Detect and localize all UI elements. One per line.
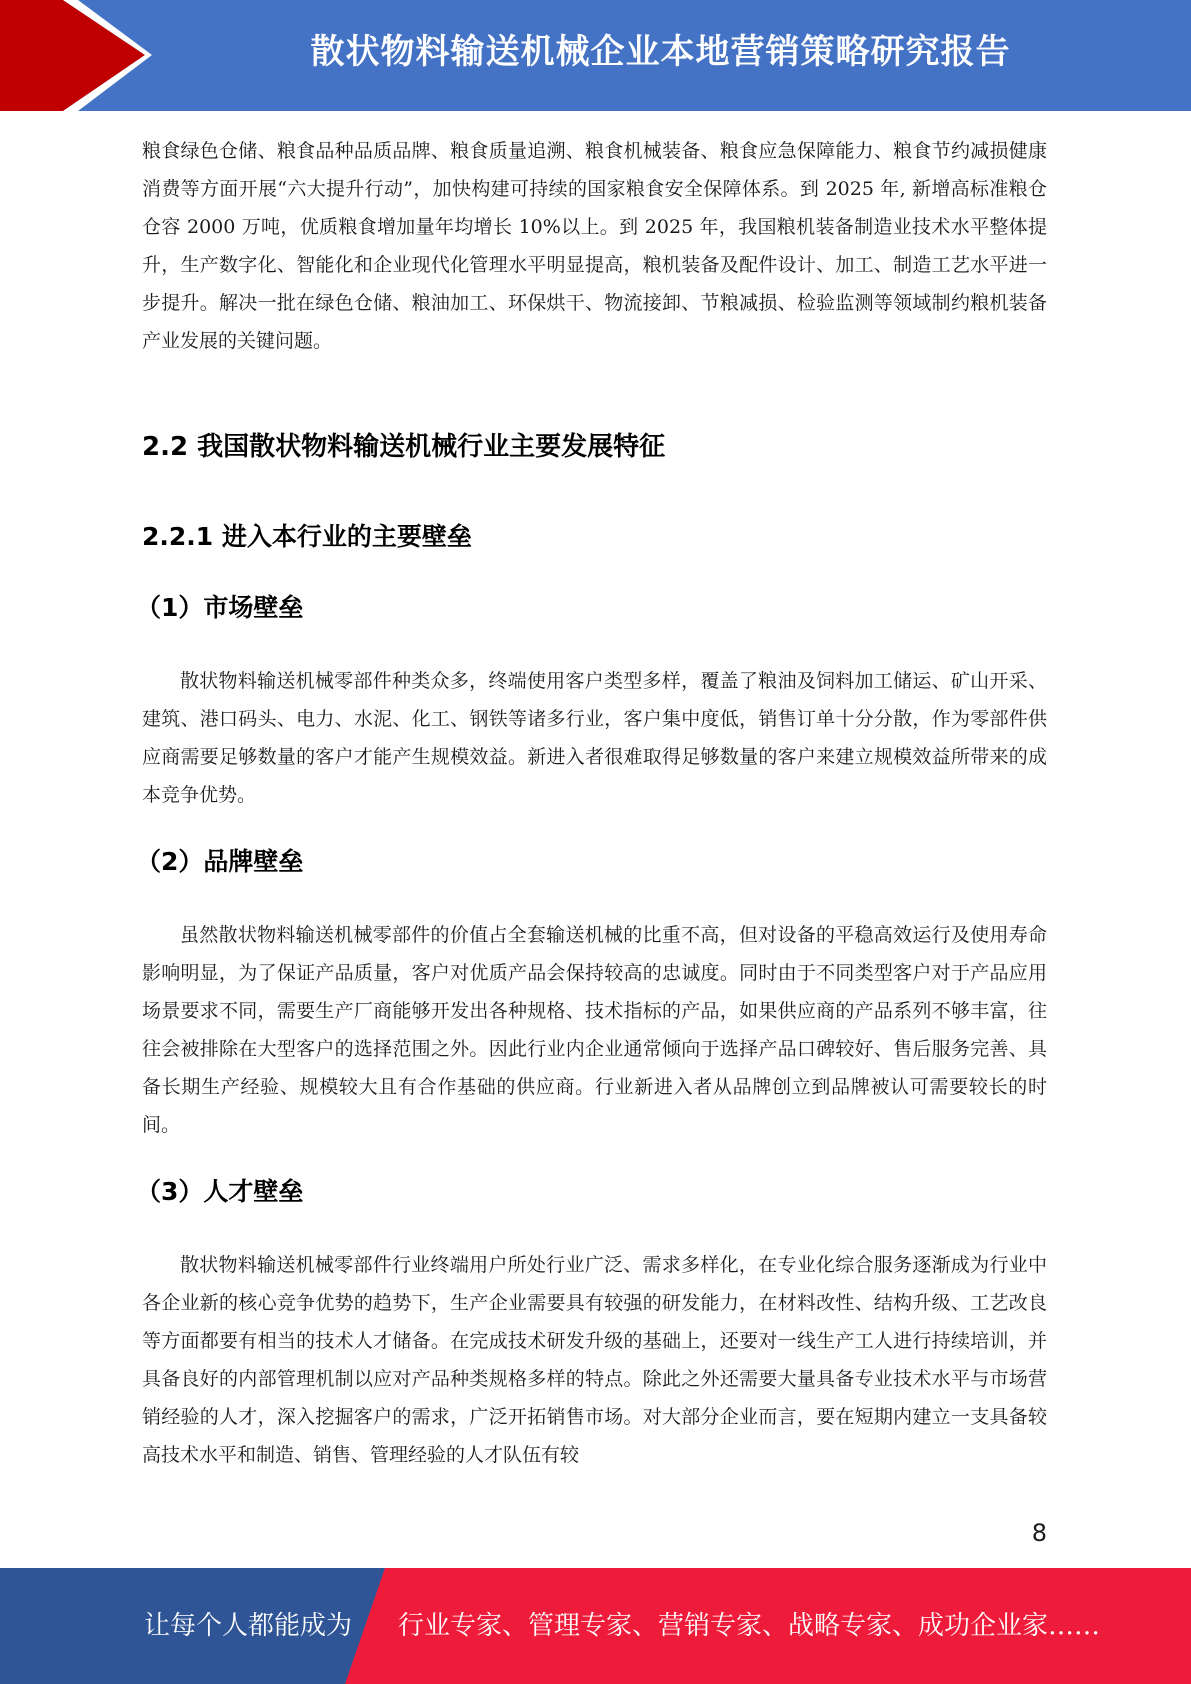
footer-slogan-right: 行业专家、管理专家、营销专家、战略专家、成功企业家…… <box>398 1611 1101 1641</box>
page-content <box>136 132 1047 1474</box>
section-heading-2-2-1: 2.2.1 进入本行业的主要壁垒 <box>142 522 472 551</box>
subheading-market-barrier: （1）市场壁垒 <box>136 593 304 622</box>
intro-paragraph: 粮食绿色仓储、粮食品种品质品牌、粮食质量追溯、粮食机械装备、粮食应急保障能力、粮食节约减损健康消费等方面开展“六大提升行动”，加快构建可持续的国家粮食安全保障体系。到 2025 年, 新增高标准粮仓仓容 2000 万吨，优质粮食增加量年均增长 10%以上。到 2025 年，我国粮机装备制造业技术水平整体提升，生产数字化、智能化和企业现代化管理水平明显提高，粮机装备及配件设计、加工、制造工艺水平进一步提升。解决一批在绿色仓储、粮油加工、环保烘干、物流接卸、节粮减损、检验监测等领域制约粮机装备产业发展的关键问题。 <box>142 140 1047 352</box>
page-footer <box>0 1568 1191 1684</box>
talent-barrier-paragraph: 散状物料输送机械零部件行业终端用户所处行业广泛、需求多样化，在专业化综合服务逐渐成为行业中各企业新的核心竞争优势的趋势下，生产企业需要具有较强的研发能力，在材料改性、结构升级、工艺改良等方面都要有相当的技术人才储备。在完成技术研发升级的基础上，还要对一线生产工人进行持续培训，并具备良好的内部管理机制以应对产品种类规格多样的特点。除此之外还需要大量具备专业技术水平与市场营销经验的人才，深入挖掘客户的需求，广泛开拓销售市场。对大部分企业而言，要在短期内建立一支具备较高技术水平和制造、销售、管理经验的人才队伍有较 <box>142 1254 1047 1466</box>
report-title: 散状物料输送机械企业本地营销策略研究报告 <box>310 32 1011 72</box>
brand-barrier-paragraph: 虽然散状物料输送机械零部件的价值占全套输送机械的比重不高，但对设备的平稳高效运行及使用寿命影响明显，为了保证产品质量，客户对优质产品会保持较高的忠诚度。同时由于不同类型客户对于产品应用场景要求不同，需要生产厂商能够开发出各种规格、技术指标的产品，如果供应商的产品系列不够丰富，往往会被排除在大型客户的选择范围之外。因此行业内企业通常倾向于选择产品口碑较好、售后服务完善、具备长期生产经验、规模较大且有合作基础的供应商。行业新进入者从品牌创立到品牌被认可需要较长的时间。 <box>142 924 1047 1136</box>
market-barrier-paragraph: 散状物料输送机械零部件种类众多，终端使用客户类型多样，覆盖了粮油及饲料加工储运、矿山开采、建筑、港口码头、电力、水泥、化工、钢铁等诸多行业，客户集中度低，销售订单十分分散，作为零部件供应商需要足够数量的客户才能产生规模效益。新进入者很难取得足够数量的客户来建立规模效益所带来的成本竞争优势。 <box>142 670 1047 806</box>
subheading-talent-barrier: （3）人才壁垒 <box>136 1177 304 1206</box>
subheading-brand-barrier: （2）品牌壁垒 <box>136 847 304 876</box>
footer-slogan-left: 让每个人都能成为 <box>144 1611 353 1641</box>
section-heading-2-2: 2.2 我国散状物料输送机械行业主要发展特征 <box>142 432 666 462</box>
header-arrow-decoration <box>0 0 160 111</box>
page-header <box>0 0 1191 111</box>
page-number: 8 <box>1031 1519 1047 1547</box>
